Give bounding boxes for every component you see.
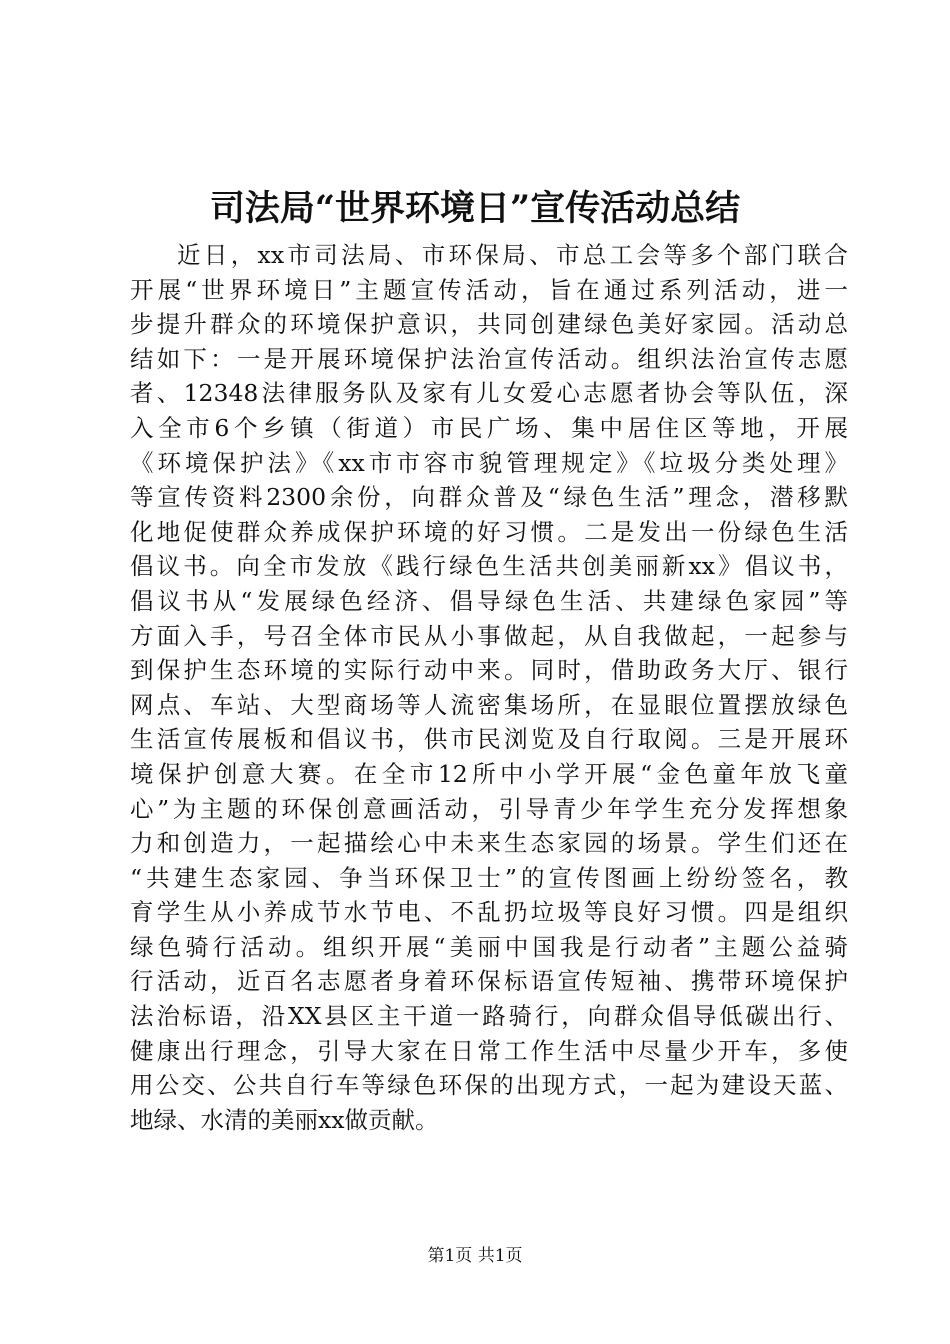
body-line: 等宣传资料2300余份，向群众普及“绿色生活”理念，潜移默	[130, 483, 848, 512]
body-line: 入全市6个乡镇（街道）市民广场、集中居住区等地，开展	[130, 413, 848, 442]
body-line: 结如下：一是开展环境保护法治宣传活动。组织法治宣传志愿	[130, 344, 848, 373]
body-line: 到保护生态环境的实际行动中来。同时，借助政务大厅、银行	[130, 656, 848, 685]
body-line: 育学生从小养成节水节电、不乱扔垃圾等良好习惯。四是组织	[130, 898, 848, 927]
body-line: 网点、车站、大型商场等人流密集场所，在显眼位置摆放绿色	[130, 690, 848, 719]
body-line: 绿色骑行活动。组织开展“美丽中国我是行动者”主题公益骑	[130, 932, 848, 961]
body-line: 者、12348法律服务队及家有儿女爱心志愿者协会等队伍，深	[130, 379, 848, 408]
body-line: 地绿、水清的美丽xx做贡献。	[130, 1105, 439, 1134]
body-line: 力和创造力，一起描绘心中未来生态家园的场景。学生们还在	[130, 829, 848, 858]
body-line: 近日，xx市司法局、市环保局、市总工会等多个部门联合	[177, 241, 848, 269]
body-line: 开展“世界环境日”主题宣传活动，旨在通过系列活动，进一	[130, 275, 848, 304]
body-line: 倡议书。向全市发放《践行绿色生活共创美丽新xx》倡议书，	[130, 552, 848, 581]
body-line: 法治标语，沿XX县区主干道一路骑行，向群众倡导低碳出行、	[130, 1002, 848, 1031]
document-title: 司法局“世界环境日”宣传活动总结	[209, 188, 741, 229]
body-line: 境保护创意大赛。在全市12所中小学开展“金色童年放飞童	[130, 759, 848, 788]
body-line: 步提升群众的环境保护意识，共同创建绿色美好家园。活动总	[130, 310, 848, 339]
document-body	[130, 238, 848, 1137]
body-line: 健康出行理念，引导大家在日常工作生活中尽量少开车，多使	[130, 1036, 848, 1065]
body-line: 倡议书从“发展绿色经济、倡导绿色生活、共建绿色家园”等	[130, 586, 848, 615]
body-line: 化地促使群众养成保护环境的好习惯。二是发出一份绿色生活	[130, 517, 848, 546]
body-line: 用公交、公共自行车等绿色环保的出现方式，一起为建设天蓝、	[130, 1071, 848, 1100]
body-line: 生活宣传展板和倡议书，供市民浏览及自行取阅。三是开展环	[130, 725, 848, 754]
page-footer: 第1页 共1页	[427, 1246, 523, 1266]
body-line: 方面入手，号召全体市民从小事做起，从自我做起，一起参与	[130, 621, 848, 650]
body-line: 行活动，近百名志愿者身着环保标语宣传短袖、携带环境保护	[130, 967, 848, 996]
body-line: 心”为主题的环保创意画活动，引导青少年学生充分发挥想象	[130, 794, 848, 823]
body-line: 《环境保护法》《xx市市容市貌管理规定》《垃圾分类处理》	[130, 448, 848, 477]
body-line: “共建生态家园、争当环保卫士”的宣传图画上纷纷签名，教	[130, 863, 848, 892]
